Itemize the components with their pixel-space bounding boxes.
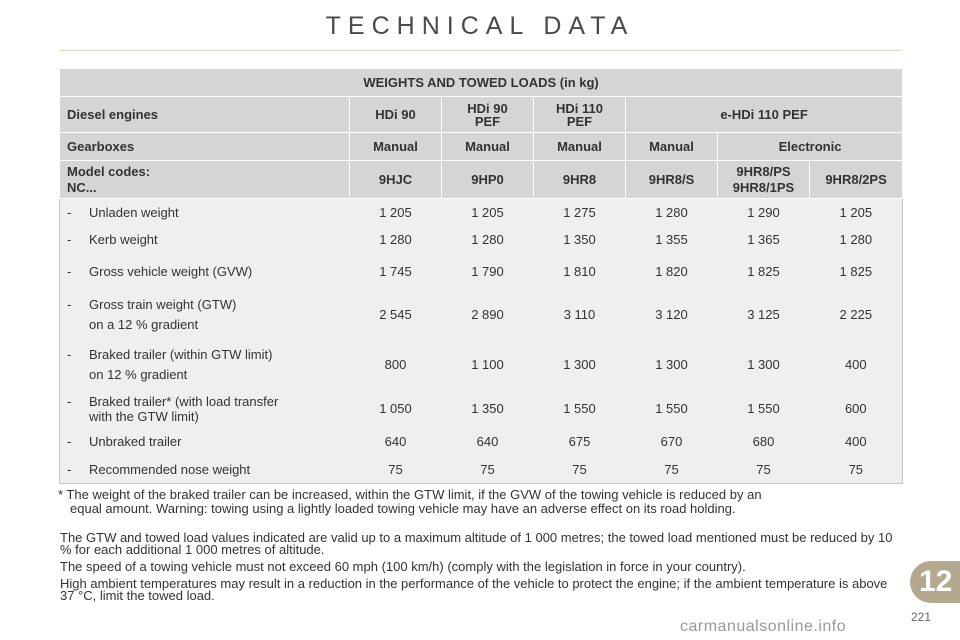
table-cell: 1 300 — [534, 340, 626, 390]
table-cell: 1 300 — [626, 340, 718, 390]
watermark: carmanualsonline.info — [680, 618, 847, 635]
table-cell: 75 — [350, 456, 442, 484]
page-title: TECHNICAL DATA — [325, 12, 635, 40]
row-label-sub: with the GTW limit) — [89, 408, 199, 424]
row-label-text: Braked trailer* (with load transfer — [89, 393, 279, 409]
row-dash: - — [67, 461, 72, 477]
table-cell: 640 — [442, 428, 534, 456]
paragraph-1: The GTW and towed load values indicated are valid up to a maximum altitude of 1 000 metres; the towed load mentioned must be reduced by 10 % for each additional 1 000 metres of altitude. — [60, 530, 893, 557]
table-cell: 75 — [810, 456, 903, 484]
model-code-header: 9HR8/PS 9HR8/1PS — [718, 161, 810, 199]
table-cell: 675 — [534, 428, 626, 456]
table-cell: 1 205 — [442, 199, 534, 226]
table-cell: 1 550 — [626, 390, 718, 428]
model-code-header: 9HR8/2PS — [810, 161, 903, 199]
table-cell: 1 820 — [626, 254, 718, 290]
table-row — [60, 254, 903, 290]
model-code-header: 9HR8/S — [626, 161, 718, 199]
title-divider — [60, 50, 902, 51]
model-code-header: 9HJC — [350, 161, 442, 199]
row-label — [60, 428, 350, 456]
row-label — [60, 254, 350, 290]
row-label-text: Braked trailer (within GTW limit) — [89, 347, 273, 362]
model-code-header: 9HP0 — [442, 161, 534, 199]
table-row — [60, 390, 903, 428]
gearbox-header: Manual — [626, 133, 718, 161]
table-cell: 3 125 — [718, 290, 810, 340]
gearbox-header: Manual — [442, 133, 534, 161]
row-dash: - — [67, 393, 72, 409]
table-cell: 1 350 — [534, 226, 626, 254]
row-dash: - — [67, 347, 72, 362]
table-cell: 1 550 — [718, 390, 810, 428]
footnote-line-1: * The weight of the braked trailer can be increased, within the GTW limit, if the GVW of the towing vehicle is reduced by an — [58, 487, 762, 502]
gearbox-header: Manual — [534, 133, 626, 161]
table-cell: 1 825 — [718, 254, 810, 290]
model-codes-label: Model codes: NC... — [60, 161, 350, 199]
table-cell: 400 — [810, 428, 903, 456]
row-dash: - — [67, 434, 72, 449]
paragraph-3: High ambient temperatures may result in a reduction in the performance of the vehicle to protect the engine; if the ambient temperature is above 37 °C, limit the towed load. — [60, 576, 888, 603]
table-cell: 670 — [626, 428, 718, 456]
table-row — [60, 456, 903, 484]
table-cell: 680 — [718, 428, 810, 456]
row-label-text: Unladen weight — [89, 204, 179, 220]
row-label-text: Kerb weight — [89, 232, 158, 247]
row-label-text: Gross vehicle weight (GVW) — [89, 264, 253, 279]
row-dash: - — [67, 232, 72, 247]
table-cell: 1 100 — [442, 340, 534, 390]
table-cell: 1 300 — [718, 340, 810, 390]
gearboxes-label: Gearboxes — [60, 133, 350, 161]
table-cell: 1 280 — [350, 226, 442, 254]
chapter-tab: 12 — [910, 561, 960, 603]
table-cell: 75 — [442, 456, 534, 484]
table-cell: 400 — [810, 340, 903, 390]
table-cell: 75 — [626, 456, 718, 484]
table-cell: 800 — [350, 340, 442, 390]
table-row — [60, 340, 903, 390]
table-cell: 1 290 — [718, 199, 810, 226]
footnote-line-2: equal amount. Warning: towing using a lightly loaded towing vehicle may have an adverse effect on its road holding. — [70, 501, 736, 516]
row-label — [60, 390, 350, 428]
engine-header: HDi 110 PEF — [534, 97, 626, 133]
row-label-text: Gross train weight (GTW) — [89, 297, 237, 312]
row-label-text: Recommended nose weight — [89, 461, 251, 477]
gearbox-header: Electronic — [718, 133, 903, 161]
table-cell: 600 — [810, 390, 903, 428]
table-cell: 1 050 — [350, 390, 442, 428]
row-label — [60, 340, 350, 390]
table-cell: 1 205 — [810, 199, 903, 226]
table-cell: 1 280 — [442, 226, 534, 254]
table-cell: 3 110 — [534, 290, 626, 340]
table-cell: 1 790 — [442, 254, 534, 290]
row-dash: - — [67, 204, 72, 220]
row-label — [60, 199, 350, 226]
row-label — [60, 456, 350, 484]
table-caption: WEIGHTS AND TOWED LOADS (in kg) — [60, 69, 903, 97]
row-label — [60, 290, 350, 340]
table-cell: 3 120 — [626, 290, 718, 340]
row-dash: - — [67, 297, 72, 312]
table-cell: 1 745 — [350, 254, 442, 290]
model-code-header: 9HR8 — [534, 161, 626, 199]
table-cell: 1 280 — [810, 226, 903, 254]
table-cell: 2 890 — [442, 290, 534, 340]
table-row — [60, 290, 903, 340]
table-cell: 1 205 — [350, 199, 442, 226]
page-number: 221 — [911, 610, 932, 624]
table-cell: 2 545 — [350, 290, 442, 340]
engine-header: e-HDi 110 PEF — [626, 97, 903, 133]
row-label-sub: on 12 % gradient — [89, 367, 188, 382]
footnote — [58, 488, 904, 516]
table-cell: 1 350 — [442, 390, 534, 428]
table-cell: 1 280 — [626, 199, 718, 226]
table-cell: 75 — [718, 456, 810, 484]
table-cell: 75 — [534, 456, 626, 484]
engine-header: HDi 90 — [350, 97, 442, 133]
table-cell: 1 550 — [534, 390, 626, 428]
table-cell: 640 — [350, 428, 442, 456]
engine-header: HDi 90 PEF — [442, 97, 534, 133]
engines-label: Diesel engines — [60, 97, 350, 133]
table-cell: 1 355 — [626, 226, 718, 254]
table-row — [60, 226, 903, 254]
gearbox-header: Manual — [350, 133, 442, 161]
weights-table — [59, 68, 903, 484]
table-cell: 1 825 — [810, 254, 903, 290]
paragraph-2: The speed of a towing vehicle must not exceed 60 mph (100 km/h) (comply with the legislation in force in your country). — [60, 559, 746, 574]
table-row — [60, 199, 903, 226]
table-cell: 2 225 — [810, 290, 903, 340]
table-row — [60, 428, 903, 456]
row-label — [60, 226, 350, 254]
row-dash: - — [67, 264, 72, 279]
table-cell: 1 275 — [534, 199, 626, 226]
row-label-sub: on a 12 % gradient — [89, 317, 199, 332]
row-label-text: Unbraked trailer — [89, 434, 182, 449]
table-cell: 1 810 — [534, 254, 626, 290]
table-cell: 1 365 — [718, 226, 810, 254]
